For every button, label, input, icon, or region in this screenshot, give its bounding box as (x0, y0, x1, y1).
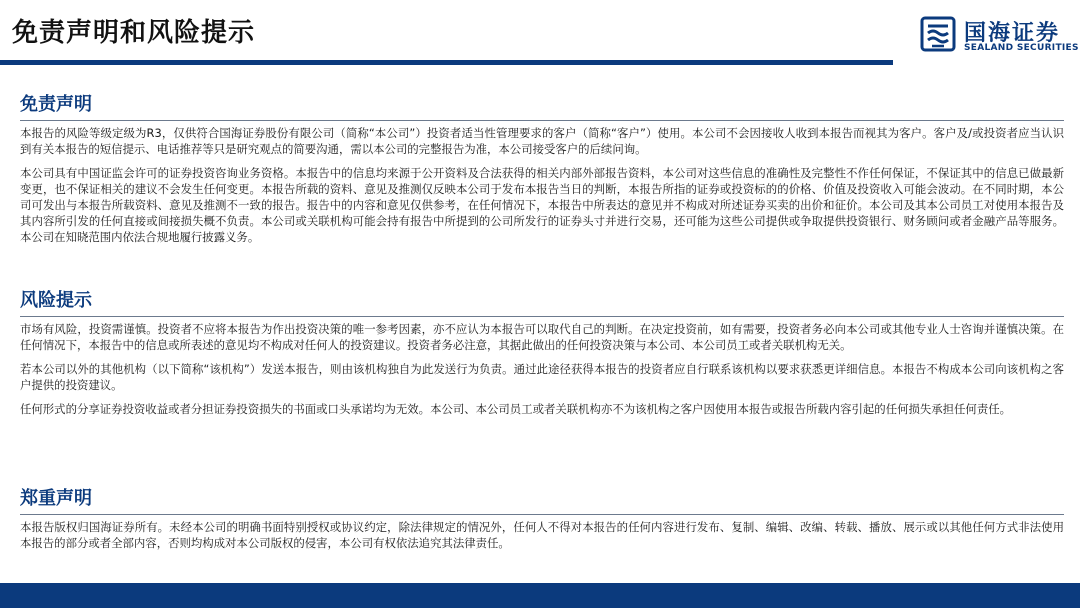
section-risk-warning (20, 288, 1064, 417)
company-logo (920, 16, 1079, 56)
logo-english-name: SEALAND SECURITIES (964, 43, 1079, 53)
section-solemn-statement (20, 486, 1064, 551)
page-title: 免责声明和风险提示 (12, 18, 256, 48)
section-divider (20, 120, 1064, 121)
header-divider (0, 60, 893, 65)
section-divider (20, 514, 1064, 515)
paragraph: 市场有风险，投资需谨慎。投资者不应将本报告为作出投资决策的唯一参考因素，亦不应认为本报告可以取代自己的判断。在决定投资前，如有需要，投资者务必向本公司或其他专业人士咨询并谨慎决策。在任何情况下，本报告中的信息或所表述的意见均不构成对任何人的投资建议。投资者务必注意，其据此做出的任何投资决策与本公司、本公司员工或者关联机构无关。 (20, 322, 1064, 352)
section-heading: 免责声明 (20, 94, 92, 115)
section-divider (20, 316, 1064, 317)
paragraph: 本报告版权归国海证券所有。未经本公司的明确书面特别授权或协议约定，除法律规定的情况外，任何人不得对本报告的任何内容进行发布、复制、编辑、改编、转载、播放、展示或以其他任何方式非法使用本报告的部分或者全部内容，否则均构成对本公司版权的侵害，本公司有权依法追究其法律责任。 (20, 520, 1064, 550)
paragraph: 本公司具有中国证监会许可的证券投资咨询业务资格。本报告中的信息均来源于公开资料及合法获得的相关内部外部报告资料，本公司对这些信息的准确性及完整性不作任何保证，不保证其中的信息已做最新变更，也不保证相关的建议不会发生任何变更。本报告所载的资料、意见及推测仅反映本公司于发布本报告当日的判断，本报告所指的证券或投资标的的价格、价值及投资收入可能会波动。在不同时期，本公司可发出与本报告所载资料、意见及推测不一致的报告。报告中的内容和意见仅供参考，在任何情况下，本报告中所表达的意见并不构成对所述证券买卖的出价和征价。本公司及其本公司员工对使用本报告及其内容所引发的任何直接或间接损失概不负责。本公司或关联机构可能会持有报告中所提到的公司所发行的证券头寸并进行交易，还可能为这些公司提供或争取提供投资银行、财务顾问或者金融产品等服务。本公司在知晓范围内依法合规地履行披露义务。 (20, 166, 1064, 244)
paragraph: 若本公司以外的其他机构（以下简称“该机构”）发送本报告，则由该机构独自为此发送行为负责。通过此途径获得本报告的投资者应自行联系该机构以要求获悉更详细信息。本报告不构成本公司向该机构之客户提供的投资建议。 (20, 362, 1064, 392)
section-heading: 郑重声明 (20, 488, 92, 509)
section-heading: 风险提示 (20, 290, 92, 311)
paragraph: 本报告的风险等级定级为R3，仅供符合国海证券股份有限公司（简称“本公司”）投资者适当性管理要求的客户（简称“客户”）使用。本公司不会因接收人收到本报告而视其为客户。客户及/或投资者应当认识到有关本报告的短信提示、电话推荐等只是研究观点的简要沟通，需以本公司的完整报告为准，本公司接受客户的后续问询。 (20, 126, 1064, 156)
page-header (0, 0, 1080, 64)
logo-chinese-name: 国海证券 (964, 21, 1061, 46)
section-disclaimer (20, 92, 1064, 245)
paragraph: 任何形式的分享证券投资收益或者分担证券投资损失的书面或口头承诺均为无效。本公司、本公司员工或者关联机构亦不为该机构之客户因使用本报告或报告所载内容引起的任何损失承担任何责任。 (20, 402, 1011, 416)
sealand-logo-icon (920, 16, 956, 52)
footer-bar (0, 583, 1080, 608)
